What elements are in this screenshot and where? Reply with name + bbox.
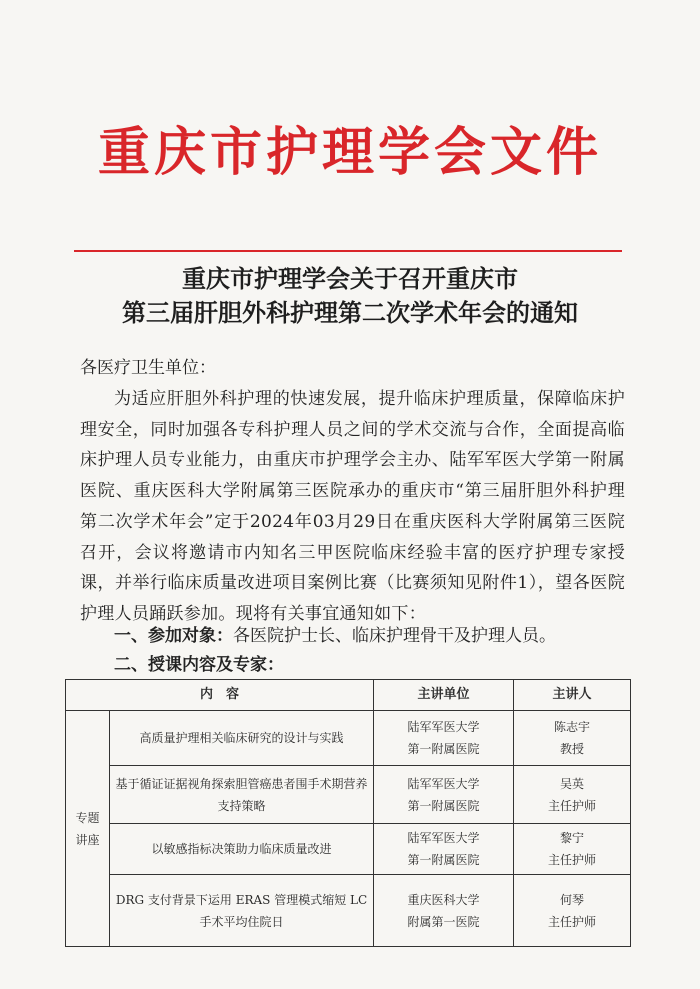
table-row (66, 875, 631, 947)
unit-line1: 陆军军医大学 (407, 720, 480, 734)
speaker-title: 主任护师 (548, 914, 597, 929)
topic-cell: 基于循证证据视角探索胆管癌患者围手术期营养支持策略 (110, 766, 374, 824)
speaker-title: 主任护师 (548, 853, 597, 867)
salutation: 各医疗卫生单位： (80, 358, 216, 378)
category-cell (66, 711, 110, 947)
document-title-line1: 重庆市护理学会关于召开重庆市 (182, 264, 518, 293)
header-content: 内 容 (66, 680, 374, 711)
speaker-cell (514, 875, 631, 947)
section-lectures (114, 652, 284, 678)
section1-text: 各医院护士长、临床护理骨干及护理人员。 (233, 626, 556, 646)
speaker-title: 主任护师 (548, 798, 597, 813)
table-row (66, 711, 631, 766)
topic-cell: 高质量护理相关临床研究的设计与实践 (110, 711, 374, 766)
section2-heading: 二、授课内容及专家： (114, 655, 284, 675)
category-line2: 讲座 (75, 832, 100, 847)
table-header-row (66, 680, 631, 711)
header-unit: 主讲单位 (374, 680, 514, 711)
table-row (66, 824, 631, 875)
speaker-cell (514, 824, 631, 875)
speaker-name: 黎宁 (560, 831, 585, 845)
organization-header: 重庆市护理学会文件 (97, 122, 602, 183)
unit-line2: 附属第一医院 (407, 914, 480, 929)
speaker-name: 何琴 (560, 892, 585, 907)
unit-line1: 陆军军医大学 (407, 776, 480, 791)
header-speaker: 主讲人 (514, 680, 631, 711)
unit-cell (374, 875, 514, 947)
unit-cell (374, 711, 514, 766)
topic-cell: 以敏感指标决策助力临床质量改进 (110, 824, 374, 875)
category-line1: 专题 (75, 810, 100, 825)
speaker-name: 吴英 (560, 776, 585, 791)
unit-line2: 第一附属医院 (407, 742, 480, 756)
topic-cell: DRG 支付背景下运用 ERAS 管理模式缩短 LC 手术平均住院日 (110, 875, 374, 947)
unit-line2: 第一附属医院 (407, 853, 480, 867)
unit-cell (374, 824, 514, 875)
unit-line1: 陆军军医大学 (407, 831, 480, 845)
speaker-title: 教授 (560, 742, 585, 756)
table-row (66, 766, 631, 824)
header-divider (74, 250, 622, 252)
lecture-table (65, 679, 631, 947)
speaker-name: 陈志宇 (554, 720, 591, 734)
document-title-line2: 第三届肝胆外科护理第二次学术年会的通知 (122, 298, 578, 327)
unit-cell (374, 766, 514, 824)
body-paragraph: 为适应肝胆外科护理的快速发展，提升临床护理质量，保障临床护理安全，同时加强各专科护理人员之间的学术交流与合作，全面提高临床护理人员专业能力，由重庆市护理学会主办、陆军军医大学第一附属医院、重庆医科大学附属第三医院承办的重庆市“第三届肝胆外科护理第二次学术年会”定于2024年03月29日在重庆医科大学附属第三医院召开，会议将邀请市内知名三甲医院临床经验丰富的医疗护理专家授课，并举行临床质量改进项目案例比赛（比赛须知见附件1），望各医院护理人员踊跃参加。现将有关事宜通知如下： (80, 389, 625, 624)
speaker-cell (514, 711, 631, 766)
speaker-cell (514, 766, 631, 824)
unit-line2: 第一附属医院 (407, 798, 480, 813)
unit-line1: 重庆医科大学 (407, 892, 480, 907)
section-participants (114, 623, 556, 649)
section1-heading: 一、参加对象： (114, 626, 233, 646)
